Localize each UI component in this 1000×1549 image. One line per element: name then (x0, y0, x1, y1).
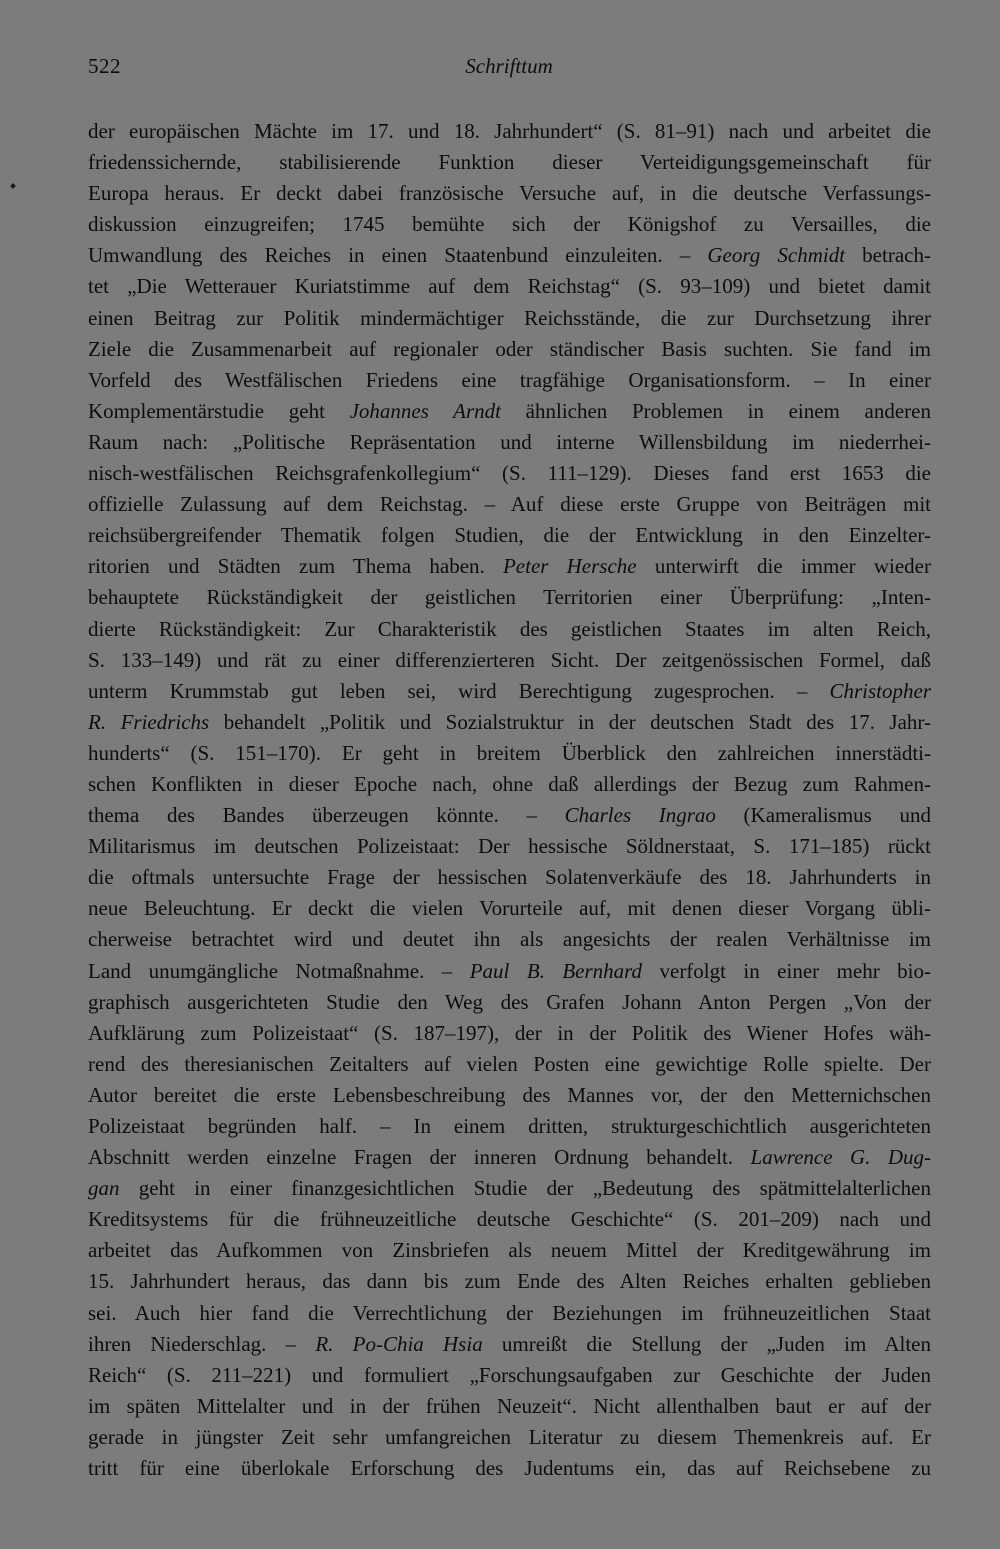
text-segment: Kreditsystems für die frühneuzeitliche deutsche Geschichte“ (S. 201–209) nach und (88, 1207, 931, 1232)
text-segment: Komplementärstudie geht (88, 398, 350, 423)
text-segment: offizielle Zulassung auf dem Reichstag. – Auf diese erste Gruppe von Beiträgen mit (88, 492, 931, 517)
text-segment: Umwandlung des Reiches in einen Staatenbund einzuleiten. – (88, 243, 708, 268)
text-segment: 15. Jahrhundert heraus, das dann bis zum Ende des Alten Reiches erhalten geblieben (88, 1269, 931, 1294)
author-name: Peter Hersche (502, 554, 637, 579)
text-segment: nisch-westfälischen Reichsgrafenkollegium“ (S. 111–129). Dieses fand erst 1653 die (88, 461, 931, 486)
text-line (88, 1266, 931, 1297)
text-line (88, 738, 931, 769)
text-line (88, 1018, 931, 1049)
text-segment: reichsübergreifender Thematik folgen Studien, die der Entwicklung in den Einzelter- (88, 523, 931, 548)
text-line (88, 1111, 931, 1142)
text-line (88, 1329, 931, 1360)
author-name: Paul B. Bernhard (469, 958, 643, 983)
author-name: R. Po-Chia Hsia (315, 1331, 483, 1356)
text-segment: unterm Krummstab gut leben sei, wird Berechtigung zugesprochen. – (88, 678, 830, 703)
text-line (88, 489, 931, 520)
text-segment: rend des theresianischen Zeitalters auf vielen Posten eine gewichtige Rolle spielte. Der (88, 1051, 931, 1076)
text-line (88, 676, 931, 707)
text-segment: Abschnitt werden einzelne Fragen der inneren Ordnung behandelt. (88, 1145, 751, 1170)
running-head: Schrifttum (465, 54, 553, 78)
text-line (88, 956, 931, 987)
text-segment: unterwirft die immer wieder (636, 554, 931, 579)
text-line (88, 1422, 931, 1453)
text-line (88, 800, 931, 831)
text-segment: tritt für eine überlokale Erforschung des Judentums ein, das auf Reichsebene zu (88, 1456, 931, 1481)
text-segment: Aufklärung zum Polizeistaat“ (S. 187–197), der in der Politik des Wiener Hofes wäh- (88, 1020, 931, 1045)
text-line (88, 396, 931, 427)
author-name: Christopher (829, 678, 931, 703)
text-segment: thema des Bandes überzeugen könnte. – (88, 803, 565, 828)
text-line (88, 645, 931, 676)
text-line (88, 458, 931, 489)
text-segment: der europäischen Mächte im 17. und 18. Jahrhundert“ (S. 81–91) nach und arbeitet die (88, 119, 931, 143)
text-segment: diskussion einzugreifen; 1745 bemühte sich der Königshof zu Versailles, die (88, 212, 931, 237)
text-segment: Reich“ (S. 211–221) und formuliert „Forschungsaufgaben zur Geschichte der Juden (88, 1362, 931, 1387)
text-segment: Autor bereitet die erste Lebensbeschreibung des Mannes vor, der den Metternichschen (88, 1082, 931, 1107)
text-segment: betrach- (845, 243, 931, 268)
text-line (88, 271, 931, 302)
text-segment: die oftmals untersuchte Frage der hessischen Solatenverkäufe des 18. Jahrhunderts in (88, 865, 931, 890)
text-line (88, 240, 931, 271)
author-name: gan (88, 1176, 120, 1201)
text-line (88, 987, 931, 1018)
text-line (88, 1391, 931, 1422)
text-segment: im späten Mittelalter und in der frühen Neuzeit“. Nicht allenthalben baut er auf der (88, 1393, 931, 1418)
text-segment: Europa heraus. Er deckt dabei französische Versuche auf, in die deutsche Verfassungs- (88, 181, 931, 206)
text-segment: graphisch ausgerichteten Studie den Weg des Grafen Johann Anton Pergen „Von der (88, 989, 931, 1014)
author-name: Lawrence G. Dug- (750, 1145, 931, 1170)
text-segment: sei. Auch hier fand die Verrechtlichung der Beziehungen im frühneuzeitlichen Staat (88, 1300, 931, 1325)
text-segment: behauptete Rückständigkeit der geistlichen Territorien einer Überprüfung: „Inten- (88, 585, 931, 610)
text-segment: behandelt „Politik und Sozialstruktur in der deutschen Stadt des 17. Jahr- (209, 709, 931, 734)
text-line (88, 1298, 931, 1329)
text-line (88, 520, 931, 551)
text-segment: ritorien und Städten zum Thema haben. (88, 554, 503, 579)
text-line (88, 116, 931, 147)
text-segment: schen Konflikten in dieser Epoche nach, ohne daß allerdings der Bezug zum Rahmen- (88, 771, 931, 796)
text-segment: friedenssichernde, stabilisierende Funktion dieser Verteidigungsgemeinschaft für (88, 150, 931, 175)
text-line (88, 862, 931, 893)
scan-speck (10, 183, 16, 189)
text-line (88, 707, 931, 738)
text-segment: S. 133–149) und rät zu einer differenzierteren Sicht. Der zeitgenössischen Formel, daß (88, 647, 931, 672)
text-line (88, 1204, 931, 1235)
text-line (88, 1142, 931, 1173)
text-line (88, 924, 931, 955)
text-segment: Land unumgängliche Notmaßnahme. – (88, 958, 470, 983)
text-segment: Ziele die Zusammenarbeit auf regionaler oder ständischer Basis suchten. Sie fand im (88, 336, 931, 361)
text-segment: hunderts“ (S. 151–170). Er geht in breitem Überblick den zahlreichen innerstädti- (88, 740, 931, 765)
text-segment: cherweise betrachtet wird und deutet ihn als angesichts der realen Verhältnisse im (88, 927, 931, 952)
text-line (88, 1360, 931, 1391)
text-line (88, 614, 931, 645)
text-segment: dierte Rückständigkeit: Zur Charakteristik des geistlichen Staates im alten Reich, (88, 616, 931, 641)
text-line (88, 831, 931, 862)
text-line (88, 303, 931, 334)
text-line (88, 209, 931, 240)
text-line (88, 769, 931, 800)
text-segment: Raum nach: „Politische Repräsentation und interne Willensbildung im niederrhei- (88, 429, 931, 454)
text-segment: ähnlichen Problemen in einem anderen (501, 398, 931, 423)
text-line (88, 1235, 931, 1266)
text-line (88, 334, 931, 365)
text-line (88, 893, 931, 924)
text-line (88, 147, 931, 178)
author-name: Georg Schmidt (707, 243, 846, 268)
text-segment: einen Beitrag zur Politik mindermächtiger Reichsstände, die zur Durchsetzung ihrer (88, 305, 931, 330)
text-line (88, 551, 931, 582)
text-segment: verfolgt in einer mehr bio- (642, 958, 931, 983)
text-segment: gerade in jüngster Zeit sehr umfangreichen Literatur zu diesem Themenkreis auf. Er (88, 1424, 931, 1449)
text-segment: Militarismus im deutschen Polizeistaat: Der hessische Söldnerstaat, S. 171–185) rückt (88, 834, 931, 859)
text-segment: geht in einer finanzgesichtlichen Studie der „Bedeutung des spätmittelalterlichen (119, 1176, 931, 1201)
author-name: Johannes Arndt (349, 398, 502, 423)
text-segment: umreißt die Stellung der „Juden im Alten (482, 1331, 931, 1356)
text-segment: neue Beleuchtung. Er deckt die vielen Vorurteile auf, mit denen dieser Vorgang übli- (88, 896, 931, 921)
text-line (88, 582, 931, 613)
author-name: Charles Ingrao (564, 803, 716, 828)
text-segment: tet „Die Wetterauer Kuriatstimme auf dem Reichstag“ (S. 93–109) und bietet damit (88, 274, 931, 299)
text-line (88, 365, 931, 396)
text-line (88, 178, 931, 209)
text-line (88, 1080, 931, 1111)
text-line (88, 427, 931, 458)
body-text (88, 116, 931, 1484)
text-segment: arbeitet das Aufkommen von Zinsbriefen als neuem Mittel der Kreditgewährung im (88, 1238, 931, 1263)
text-segment: Polizeistaat begründen half. – In einem dritten, strukturgeschichtlich ausgerichteten (88, 1114, 931, 1138)
text-line (88, 1173, 931, 1204)
text-segment: Vorfeld des Westfälischen Friedens eine tragfähige Organisationsform. – In einer (88, 367, 931, 392)
text-line (88, 1049, 931, 1080)
text-segment: ihren Niederschlag. – (88, 1331, 316, 1356)
page-header (88, 54, 930, 86)
text-line (88, 1453, 931, 1484)
text-segment: (Kameralismus und (715, 803, 931, 828)
page-number: 522 (88, 54, 121, 78)
author-name: R. Friedrichs (88, 709, 210, 734)
